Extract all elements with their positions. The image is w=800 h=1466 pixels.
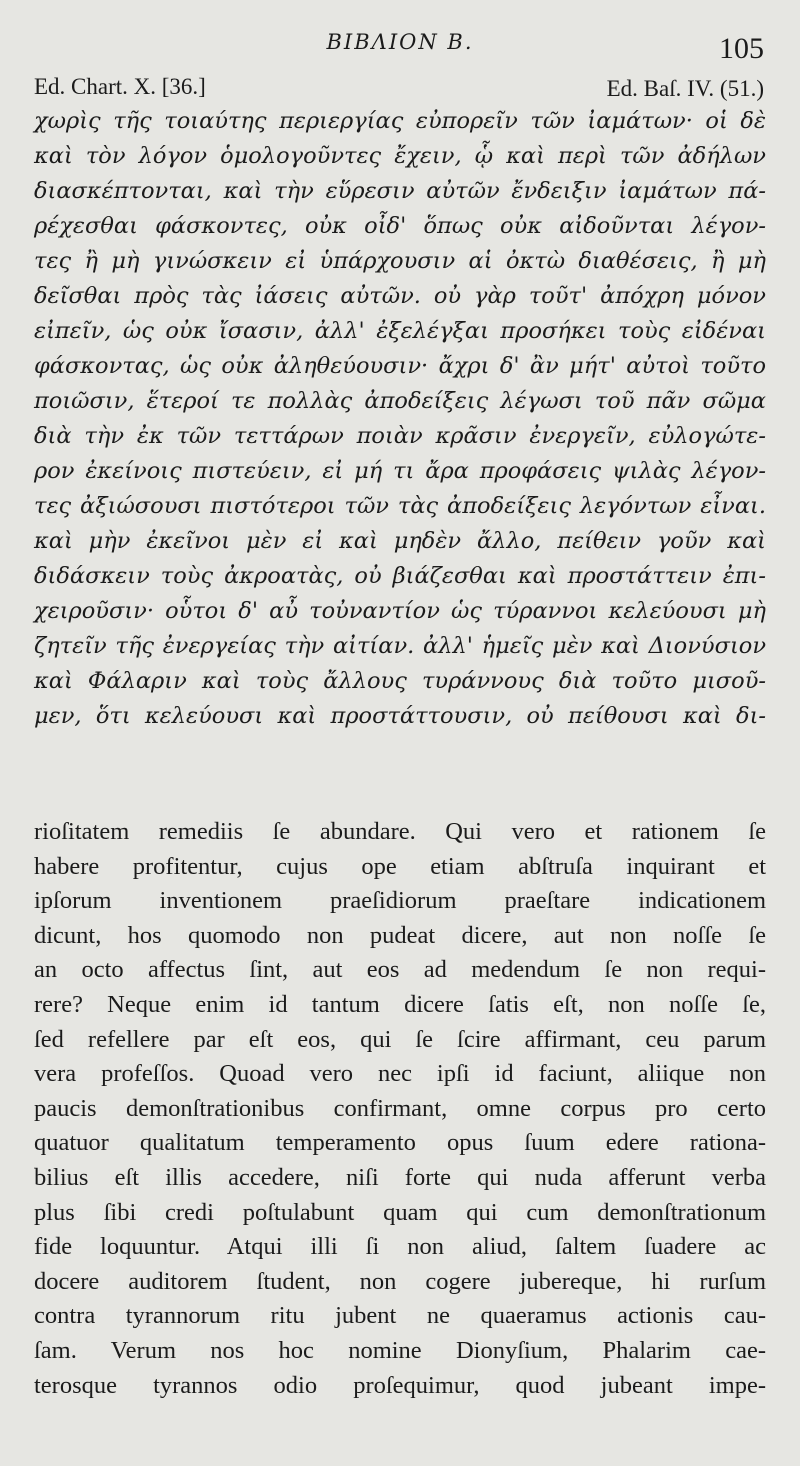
greek-text-block	[34, 104, 766, 734]
latin-text-line: ſam. Verum nos hoc nomine Dionyſium, Phalarim cae-	[34, 1336, 766, 1364]
latin-text-line: terosque tyrannos odio proſequimur, quod jubeant impe-	[34, 1371, 766, 1399]
greek-text-line: εἰπεῖν, ὡς οὐκ ἴσασιν, ἀλλ' ἐξελέγξαι προσήκει τοὺς εἰδέναι	[34, 318, 766, 344]
greek-text-line: διδάσκειν τοὺς ἀκροατὰς, οὐ βιάζεσθαι καὶ προστάττειν ἐπι-	[34, 563, 766, 589]
latin-text-line: paucis demonſtrationibus confirmant, omne corpus pro certo	[34, 1094, 766, 1122]
page-number: 105	[719, 32, 764, 65]
latin-text-line: an octo affectus ſint, aut eos ad medendum ſe non requi-	[34, 956, 766, 984]
running-head: ΒΙΒΛΙΟΝ Β.	[326, 30, 474, 54]
latin-text-line: quatuor qualitatum temperamento opus ſuum edere rationa-	[34, 1129, 766, 1157]
latin-text-line: rioſitatem remediis ſe abundare. Qui vero et rationem ſe	[34, 818, 766, 845]
latin-text-line: rere? Neque enim id tantum dicere ſatis eſt, non noſſe ſe,	[34, 990, 766, 1018]
greek-text-line: ρον ἐκείνοις πιστεύειν, εἰ μή τι ἄρα προφάσεις ψιλὰς λέγον-	[34, 458, 766, 484]
greek-text-line: διὰ τὴν ἐκ τῶν τεττάρων ποιὰν κρᾶσιν ἐνεργεῖν, εὐλογώτε-	[34, 423, 766, 449]
latin-text-line: dicunt, hos quomodo non pudeat dicere, aut non noſſe ſe	[34, 921, 766, 949]
latin-text-line: contra tyrannorum ritu jubent ne quaeramus actionis cau-	[34, 1302, 766, 1330]
greek-text-line: ποιῶσιν, ἕτεροί τε πολλὰς ἀποδείξεις λέγωσι τοῦ πᾶν σῶμα	[34, 388, 766, 414]
greek-text-line: καὶ μὴν ἐκεῖνοι μὲν εἰ καὶ μηδὲν ἄλλο, πείθειν γοῦν καὶ	[34, 528, 766, 554]
greek-text-line: τες ἢ μὴ γινώσκειν εἰ ὑπάρχουσιν αἱ ὀκτὼ διαθέσεις, ἢ μὴ	[34, 248, 766, 274]
greek-text-line: δεῖσθαι πρὸς τὰς ἰάσεις αὐτῶν. οὐ γὰρ τοῦτ' ἀπόχρη μόνον	[34, 283, 766, 309]
latin-text-line: fide loquuntur. Atqui illi ſi non aliud, ſaltem ſuadere ac	[34, 1233, 766, 1261]
greek-text-line: φάσκοντας, ὡς οὐκ ἀληθεύουσιν· ἄχρι δ' ἂν μήτ' αὐτοὶ τοῦτο	[34, 353, 766, 379]
edition-reference-left: Ed. Chart. X. [36.]	[34, 74, 206, 99]
edition-reference-right: Ed. Baſ. IV. (51.)	[606, 76, 764, 101]
latin-text-line: plus ſibi credi poſtulabunt quam qui cum demonſtrationum	[34, 1198, 766, 1226]
latin-text-line: bilius eſt illis accedere, niſi forte qui nuda afferunt verba	[34, 1163, 766, 1191]
greek-text-line: ζητεῖν τῆς ἐνεργείας τὴν αἰτίαν. ἀλλ' ἡμεῖς μὲν καὶ Διονύσιον	[34, 633, 766, 659]
latin-text-line: docere auditorem ſtudent, non cogere jubereque, hi rurſum	[34, 1267, 766, 1295]
greek-text-line: τες ἀξιώσουσι πιστότεροι τῶν τὰς ἀποδείξεις λεγόντων εἶναι.	[34, 493, 766, 519]
greek-text-line: ρέχεσθαι φάσκοντες, οὐκ οἶδ' ὅπως οὐκ αἰδοῦνται λέγον-	[34, 213, 766, 239]
latin-text-line: habere profitentur, cujus ope etiam abſtruſa inquirant et	[34, 852, 766, 880]
greek-text-line: διασκέπτονται, καὶ τὴν εὕρεσιν αὐτῶν ἔνδειξιν ἰαμάτων πά-	[34, 178, 766, 204]
greek-text-line: καὶ Φάλαριν καὶ τοὺς ἄλλους τυράννους διὰ τοῦτο μισοῦ-	[34, 668, 766, 694]
latin-text-line: ipſorum inventionem praeſidiorum praeſtare indicationem	[34, 887, 766, 915]
latin-text-block	[34, 815, 766, 1403]
greek-text-line: χειροῦσιν· οὗτοι δ' αὖ τοὐναντίον ὡς τύραννοι κελεύουσι μὴ	[34, 598, 766, 624]
latin-text-line: vera profeſſos. Quoad vero nec ipſi id faciunt, aliique non	[34, 1060, 766, 1088]
greek-text-line: χωρὶς τῆς τοιαύτης περιεργίας εὐπορεῖν τῶν ἰαμάτων· οἱ δὲ	[34, 108, 766, 134]
greek-text-line: μεν, ὅτι κελεύουσι καὶ προστάττουσιν, οὐ πείθουσι καὶ δι-	[34, 703, 766, 729]
latin-text-line: ſed refellere par eſt eos, qui ſe ſcire affirmant, ceu parum	[34, 1025, 766, 1053]
greek-text-line: καὶ τὸν λόγον ὁμολογοῦντες ἔχειν, ᾧ καὶ περὶ τῶν ἀδήλων	[34, 143, 766, 169]
